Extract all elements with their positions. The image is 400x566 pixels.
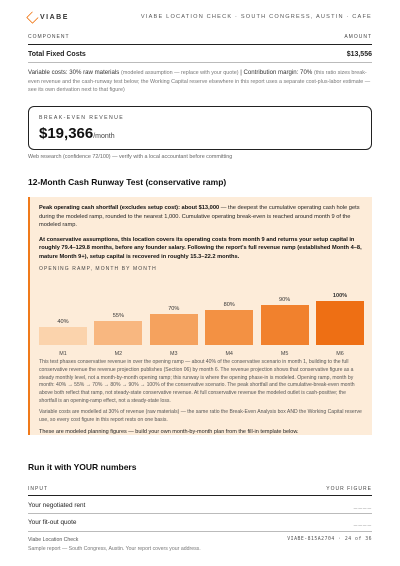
ramp-bar-label: 100% — [332, 293, 348, 299]
research-note: Web research (confidence 72/100) — verify with a local accountant before committing — [28, 154, 233, 160]
variable-cost-text — [28, 69, 372, 95]
divider — [28, 62, 372, 63]
col-your-figure: YOUR FIGURE — [326, 486, 372, 492]
shortfall-summary — [39, 204, 363, 230]
runway-conclusion: At conservative assumptions, this location covers its operating costs from month 9 and returns your setup capital in roughly 79.4–129.8 months, before any founder salary. Following the report's full revenue ramp (established Month 4–8, mature Month 9+), setup capital is recovered in roughly 15.3–22.2 months. — [39, 236, 362, 260]
fixed-cost-row — [28, 51, 372, 58]
break-even-label: BREAK-EVEN REVENUE — [39, 115, 125, 121]
variable-cost-basis: Variable costs are modelled at 30% of revenue (raw materials) — the same ratio the Break-Even Analysis box AND the Working Capital reserve use, so every cost figure in this report rests on one basis. — [39, 409, 362, 423]
input-label: Your negotiated rent — [28, 502, 86, 509]
ramp-category-label: M6 — [336, 351, 344, 357]
break-even-unit: /month — [93, 133, 115, 140]
break-even-card — [28, 106, 372, 150]
shortfall-callout — [28, 197, 372, 435]
divider — [28, 513, 372, 514]
variable-note: (modeled assumption — replace with your quote) — [121, 70, 239, 76]
ramp-bar-label: 40% — [57, 319, 69, 326]
ramp-bar-label: 90% — [278, 297, 291, 304]
ramp-bar-m3 — [150, 314, 198, 345]
ramp-category-label: M4 — [225, 351, 233, 357]
cost-table-header — [28, 34, 372, 44]
fixed-cost-value: $13,556 — [346, 51, 372, 58]
ramp-bar-label: 70% — [168, 306, 180, 313]
input-blank[interactable]: ____ — [353, 519, 372, 526]
brand-logo — [28, 13, 69, 22]
ramp-bar-m6 — [316, 301, 364, 345]
break-even-amount: $19,366 — [39, 125, 94, 142]
report-title: VIABE LOCATION CHECK · SOUTH CONGRESS, AUSTIN · CAFE — [140, 14, 372, 20]
ramp-chart-title: OPENING RAMP, MONTH BY MONTH — [39, 265, 157, 272]
ramp-explanation: This test phases conservative revenue in over the opening ramp — about 40% of the conservative scenario in month 1, building to the full conservative revenue the revenue projection publishes (Section 06) by month 6. The revenue projection shows that conservative figure as a steady monthly level, not a month-by-month opening ramp; this runway is where the opening phase-in is modeled. Opening ramp, month by month: 40% → 55% → 70% → 80% → 90% → 100% of the conservative scenario. The peak shortfall and the cumulative-break-even month above both reflect that ramp, not steady-state conservative revenue. At full conservative revenue the modeled outlet is cash-positive; the shortfall is an opening-ramp effect, not a steady-state loss. — [39, 359, 355, 404]
ramp-bar-chart — [39, 285, 364, 357]
break-even-value — [39, 125, 361, 142]
ramp-bar-label: 55% — [112, 312, 124, 319]
inputs-table-header — [28, 486, 372, 492]
contribution-margin: | Contribution margin: 70% — [240, 69, 313, 76]
divider — [28, 495, 372, 496]
footer-left: Viabe Location Check — [28, 537, 79, 543]
footer-note: Sample report — South Congress, Austin. Your report covers your address. — [28, 546, 201, 552]
ramp-bar-m5 — [261, 305, 309, 345]
logo-text: VIABE — [40, 13, 69, 21]
shortfall-detail: — the deepest the cumulative operating cash hole gets during the modeled ramp, rounded to the nearest 1,000. Cumulative operating break-even is reached around month 9 of the modeled ramp. — [39, 205, 360, 229]
page-header — [28, 10, 372, 24]
ramp-category-label: M5 — [280, 351, 289, 357]
ramp-bar-m1 — [39, 327, 87, 345]
ramp-category-label: M1 — [59, 351, 67, 357]
fixed-cost-label: Total Fixed Costs — [28, 51, 86, 58]
inputs-title: Run it with YOUR numbers — [28, 462, 137, 472]
shortfall-amount: Peak operating cash shortfall (excludes setup cost): about $13,000 — [39, 205, 220, 211]
divider — [28, 44, 372, 45]
input-row-fitout[interactable] — [28, 519, 372, 526]
logo-icon — [26, 11, 39, 24]
input-row-rent[interactable] — [28, 502, 372, 509]
divider — [28, 531, 372, 532]
variable-lead: Variable costs: 30% raw materials — [28, 69, 120, 76]
ramp-bar-m4 — [205, 310, 253, 345]
runway-title: 12-Month Cash Runway Test (conservative ramp) — [28, 177, 227, 187]
planning-disclaimer: These are modeled planning figures — build your own month-by-month plan from the fill-in template below. — [39, 429, 299, 435]
input-blank[interactable]: ____ — [353, 502, 372, 509]
ramp-category-label: M2 — [114, 351, 123, 357]
col-input: INPUT — [28, 486, 48, 492]
ramp-bar-label: 80% — [223, 301, 235, 308]
page-footer — [28, 537, 372, 543]
footer-page-id: VIABE-815A2704 · 24 of 36 — [287, 537, 372, 542]
margin-note: (this ratio sizes break-even revenue and the cash-runway test below; the Working Capital reserve elsewhere in this report uses a separate cost-plus-labor estimate — see its own derivation next to that figure) — [28, 70, 371, 94]
col-component: COMPONENT — [28, 34, 70, 40]
ramp-bar-m2 — [94, 321, 142, 345]
input-label: Your fit-out quote — [28, 519, 77, 526]
ramp-category-label: M3 — [170, 351, 178, 357]
col-amount: AMOUNT — [344, 34, 372, 40]
